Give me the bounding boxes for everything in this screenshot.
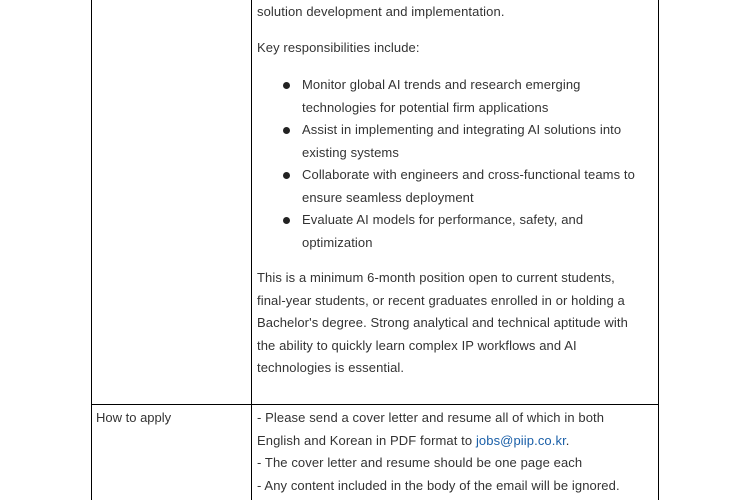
list-item — [257, 74, 653, 119]
requirements-line: Bachelor's degree. Strong analytical and technical aptitude with — [257, 315, 628, 330]
apply-line-suffix: . — [565, 432, 570, 448]
list-item-line: Assist in implementing and integrating AI solutions into — [302, 122, 622, 137]
requirements-line: final-year students, or recent graduates enrolled in or holding a — [257, 292, 625, 308]
apply-line: - Any content included in the body of the email will be ignored. — [257, 477, 620, 493]
list-item-line: Evaluate AI models for performance, safety, and — [302, 212, 584, 227]
responsibilities-lead: Key responsibilities include: — [257, 40, 420, 55]
requirements-line: This is a minimum 6-month position open to current students, — [257, 270, 615, 285]
bullet-icon — [283, 217, 290, 224]
bullet-icon — [283, 172, 290, 179]
apply-line: - The cover letter and resume should be one page each — [257, 455, 583, 470]
list-item — [257, 119, 653, 164]
apply-line: - Please send a cover letter and resume all of which in both — [257, 410, 605, 425]
list-item-line: Monitor global AI trends and research emerging — [302, 77, 581, 92]
column-divider — [251, 0, 252, 500]
how-to-apply-cell — [257, 407, 653, 497]
responsibilities-list — [257, 74, 653, 254]
email-link[interactable]: jobs@piip.co.kr — [475, 432, 566, 448]
intro-tail-text: solution development and implementation. — [257, 4, 505, 19]
requirements-line: technologies is essential. — [257, 360, 405, 375]
apply-line-prefix: English and Korean in PDF format to — [257, 432, 476, 448]
how-to-apply-label: How to apply — [96, 410, 172, 425]
apply-line-email — [257, 430, 653, 453]
list-item-line: ensure seamless deployment — [302, 189, 474, 205]
list-item — [257, 164, 653, 209]
requirements-paragraph — [257, 267, 653, 380]
job-posting-table — [91, 0, 659, 500]
list-item-line: Collaborate with engineers and cross-functional teams to — [302, 167, 635, 182]
description-cell — [257, 0, 653, 398]
list-item — [257, 209, 653, 254]
list-item-line: existing systems — [302, 144, 399, 160]
bullet-icon — [283, 127, 290, 134]
list-item-line: technologies for potential firm applications — [302, 99, 549, 115]
bullet-icon — [283, 82, 290, 89]
list-item-line: optimization — [302, 234, 373, 250]
requirements-line: the ability to quickly learn complex IP workflows and AI — [257, 337, 577, 353]
